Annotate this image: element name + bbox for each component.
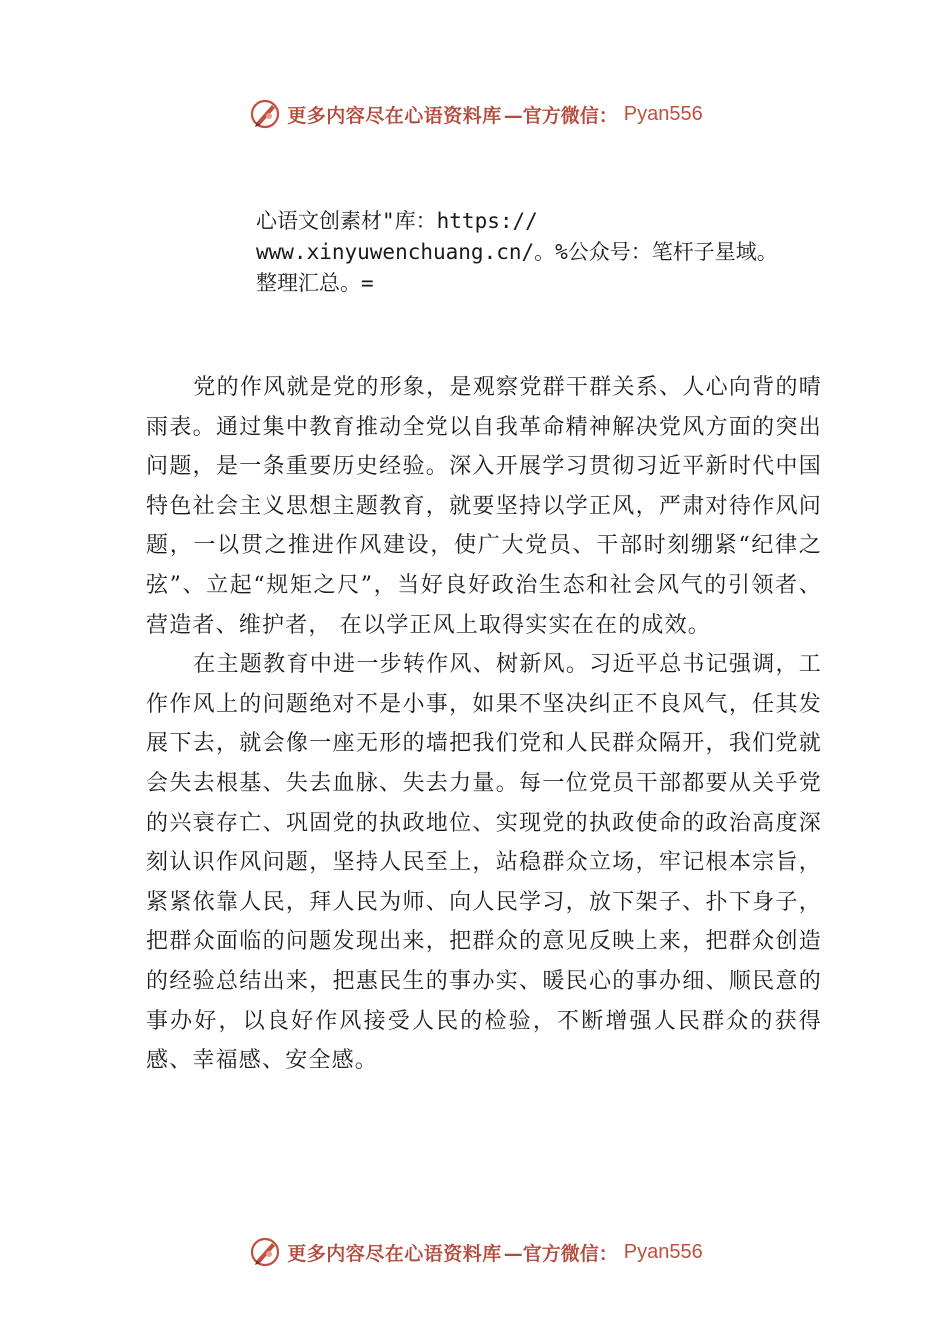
header-banner (0, 94, 950, 134)
footer-banner (0, 1232, 950, 1272)
pen-logo-icon (247, 1234, 283, 1270)
paragraph: 在主题教育中进一步转作风、树新风。习近平总书记强调，工作作风上的问题绝对不是小事，如果不坚决纠正不良风气，任其发展下去，就会像一座无形的墙把我们党和人民群众隔开，我们党就会失去根基、失去血脉、失去力量。每一位党员干部都要从关乎党的兴衰存亡、巩固党的执政地位、实现党的执政使命的政治高度深刻认识作风问题，坚持人民至上，站稳群众立场，牢记根本宗旨，紧紧依靠人民，拜人民为师、向人民学习，放下架子、扑下身子，把群众面临的问题发现出来，把群众的意见反映上来，把群众创造的经验总结出来，把惠民生的事办实、暖民心的事办细、顺民意的事办好，以良好作风接受人民的检验，不断增强人民群众的获得感、幸福感、安全感。 (146, 652, 822, 1074)
source-note-line: www.xinyuwenchuang.cn/。%公众号：笔杆子星域。 (256, 240, 778, 264)
banner-title: 更多内容尽在心语资料库 (287, 1242, 502, 1265)
source-note (256, 206, 856, 299)
banner-wechat-id: Pyan556 (623, 102, 703, 125)
banner-title: 更多内容尽在心语资料库 (287, 104, 502, 127)
banner-wechat-label: —官方微信： (503, 1242, 618, 1265)
source-note-line: 整理汇总。= (256, 271, 374, 295)
banner-wechat-label: —官方微信： (503, 104, 618, 127)
pen-logo-icon (247, 96, 283, 132)
article-body (146, 368, 822, 1081)
banner-wechat-id: Pyan556 (623, 1240, 703, 1263)
paragraph: 党的作风就是党的形象，是观察党群干群关系、人心向背的晴雨表。通过集中教育推动全党以自我革命精神解决党风方面的突出问题，是一条重要历史经验。深入开展学习贯彻习近平新时代中国特色社会主义思想主题教育，就要坚持以学正风，严肃对待作风问题，一以贯之推进作风建设，使广大党员、干部时刻绷紧“纪律之弦”、立起“规矩之尺”，当好良好政治生态和社会风气的引领者、营造者、维护者， 在以学正风上取得实实在在的成效。 (146, 375, 822, 638)
source-note-line: 心语文创素材"库：https:// (256, 209, 538, 233)
